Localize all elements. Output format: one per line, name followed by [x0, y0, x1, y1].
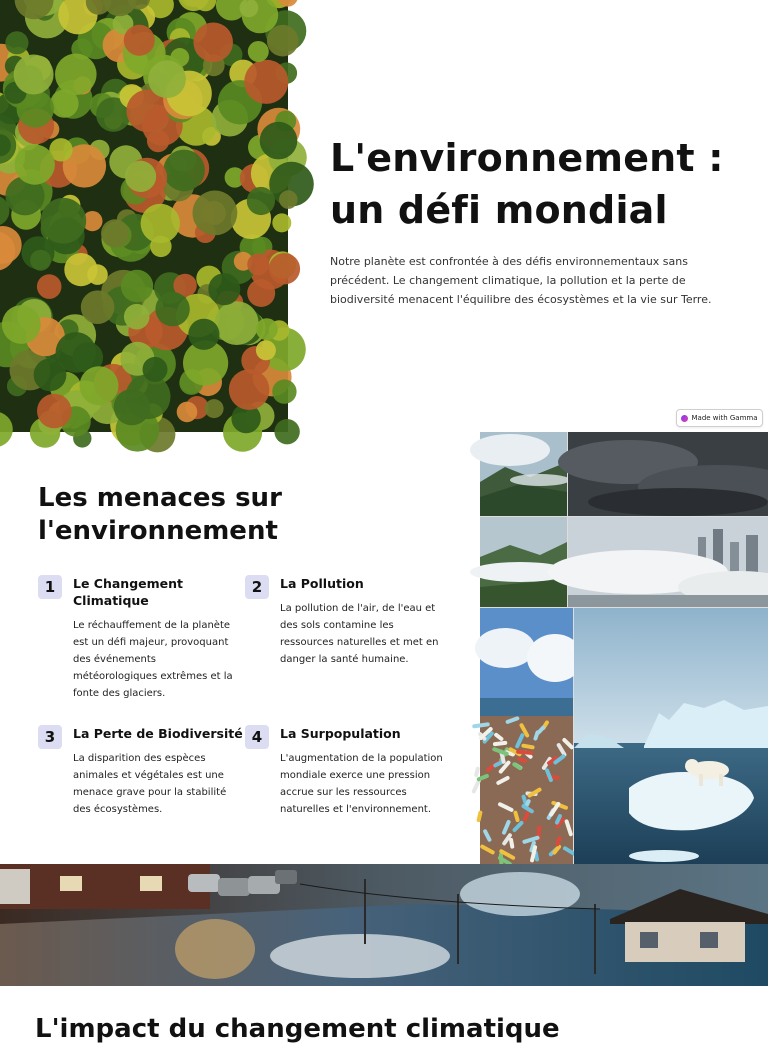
- threat-item-climate: [38, 575, 243, 705]
- threat-number: 1: [38, 575, 62, 599]
- threat-number: 3: [38, 725, 62, 749]
- threat-item-overpopulation: [245, 725, 450, 840]
- plastic-bottles-beach-image: [480, 608, 573, 864]
- city-smog-clouds-image: [568, 517, 768, 607]
- threat-description: Le réchauffement de la planète est un défi majeur, provoquant des événements météorologiques extrêmes et la fonte des glaciers.: [73, 620, 233, 699]
- threats-section: [0, 432, 768, 864]
- threat-item-biodiversity: [38, 725, 243, 825]
- flooded-street-image: [0, 864, 768, 986]
- impact-section-title: L'impact du changement climatique: [35, 1014, 560, 1044]
- threat-title: Le Changement Climatique: [73, 576, 184, 608]
- threat-title: La Perte de Biodiversité: [73, 726, 243, 741]
- threat-item-pollution: [245, 575, 450, 705]
- image-collage: [480, 432, 768, 864]
- hero-description: Notre planète est confrontée à des défis environnementaux sans précédent. Le changement climatique, la pollution et la perte de biodiversité menacent l'équilibre des écosystèmes et la vie sur Terre.: [330, 255, 712, 306]
- forest-aerial-image: [0, 0, 288, 432]
- threat-description: La pollution de l'air, de l'eau et des sols contamine les ressources naturelles et met en danger la santé humaine.: [280, 603, 439, 665]
- dark-storm-clouds-image: [568, 432, 768, 516]
- threat-description: L'augmentation de la population mondiale exerce une pression accrue sur les ressources naturelles et l'environnement.: [280, 753, 443, 815]
- threat-title: La Pollution: [280, 576, 364, 591]
- page-title: L'environnement : un défi mondial: [330, 136, 724, 232]
- threat-title: La Surpopulation: [280, 726, 401, 741]
- threat-description: La disparition des espèces animales et végétales est une menace grave pour la stabilité des écosystèmes.: [73, 753, 227, 815]
- made-with-gamma-badge[interactable]: [676, 409, 763, 427]
- polar-bear-iceberg-image: [574, 608, 768, 864]
- misty-mountains-image: [480, 432, 567, 516]
- valley-clouds-image: [480, 517, 567, 607]
- hero-text-block: [330, 132, 740, 309]
- threats-title: Les menaces sur l'environnement: [38, 483, 282, 546]
- gamma-badge-label: Made with Gamma: [691, 414, 758, 422]
- threat-number: 2: [245, 575, 269, 599]
- hero-section: [0, 0, 768, 432]
- gamma-logo-icon: [681, 415, 688, 422]
- threat-number: 4: [245, 725, 269, 749]
